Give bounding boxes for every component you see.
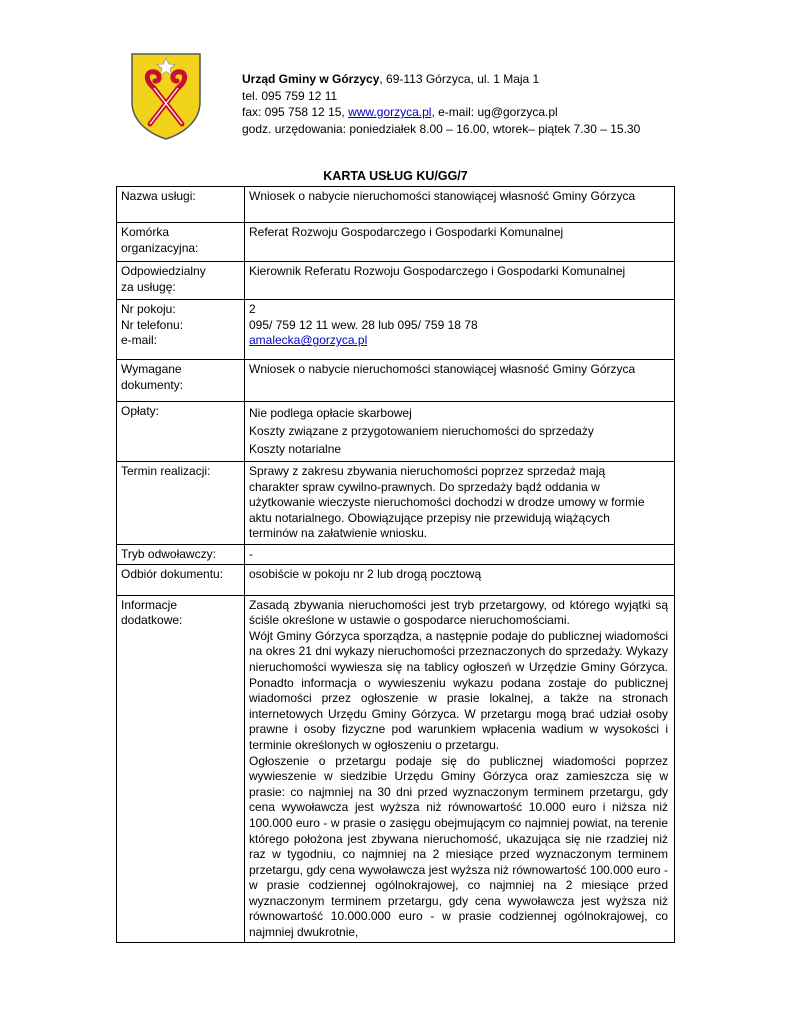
row-service-name [117,187,675,223]
label-responsible-line1: Odpowiedzialny [121,264,206,278]
label-documents [117,360,245,402]
label-pickup: Odbiór dokumentu: [117,564,245,595]
label-appeal: Tryb odwoławczy: [117,545,245,565]
office-header [242,71,640,137]
value-pickup: osobiście w pokoju nr 2 lub drogą pocztową [245,564,675,595]
row-responsible [117,262,675,300]
row-deadline [117,462,675,545]
label-deadline: Termin realizacji: [117,462,245,545]
label-fees: Opłaty: [117,402,245,462]
service-card-table [116,186,675,943]
label-email: e-mail: [121,333,158,348]
fee-line-2: Koszty związane z przygotowaniem nieruchomości do sprzedaży [249,424,594,438]
row-contact [117,300,675,360]
card-title: KARTA USŁUG KU/GG/7 [323,169,468,183]
label-unit-line2: organizacyjna: [121,240,199,255]
label-unit-line1: Komórka [121,225,170,239]
row-info [117,595,675,942]
value-room: 2 [249,302,256,316]
office-line [242,71,640,88]
value-deadline: Sprawy z zakresu zbywania nieruchomości poprzez sprzedaż mają charakter spraw cywilno-prawnych. Do sprzedaży bądź oddania w użytkowanie wieczyste nieruchomości dochodzi w drodze umowy w formie aktu notarialnego. Obowiązujące przepisy nie przewidują wiążących terminów na załatwienie wniosku. [245,462,675,545]
label-info-line2: dodatkowe: [121,613,183,628]
value-unit: Referat Rozwoju Gospodarczego i Gospodarki Komunalnej [245,223,675,262]
label-documents-line2: dokumenty: [121,377,184,392]
office-address: , 69-113 Górzyca, ul. 1 Maja 1 [379,72,540,86]
office-fax: fax: 095 758 12 15, [242,105,349,119]
label-service-name: Nazwa usługi: [117,187,245,223]
info-paragraph-3: Ogłoszenie o przetargu podaje się do publicznej wiadomości poprzez wywieszenie w siedzibie Urzędu Gminy Górzyca oraz zamieszcza się w prasie: co najmniej na 30 dni przed wyznaczonym terminem przetargu, gdy cena wywoławcza jest wyższa niż równowartość 10.000 euro i niższa niż 100.000 euro - w prasie o zasięgu obejmującym co najmniej powiat, na terenie którego położona jest zbywana nieruchomość, ukazująca się nie rzadziej niż raz w tygodniu, co najmniej na 2 miesiące przed wyznaczonym terminem przetargu, gdy cena wywoławcza jest wyższa niż równowartość 100.000 euro - w prasie codziennej ogólnokrajowej, co najmniej na 2 miesiące przed wyznaczonym terminem przetargu, gdy cena wywoławcza jest wyższa niż równowartość 10.000.000 euro - w prasie codziennej ogólnokrajowej, co najmniej dwukrotnie, [249,753,668,940]
info-paragraph-1: Zasadą zbywania nieruchomości jest tryb przetargowy, od którego wyjątki są ściśle określone w ustawie o gospodarce nieruchomościami. [249,597,668,628]
row-fees [117,402,675,462]
label-responsible [117,262,245,300]
value-documents: Wniosek o nabycie nieruchomości stanowiącej własność Gminy Górzyca [245,360,675,402]
value-contact [245,300,675,360]
value-appeal: - [245,545,675,565]
info-paragraph-2: Wójt Gminy Górzyca sporządza, a następnie podaje do publicznej wiadomości na okres 21 dni wykazy nieruchomości przeznaczonych do sprzedaży. Wykazy nieruchomości wywiesza się na tablicy ogłoszeń w Urzędzie Gminy Górzyca. Ponadto informacja o wywieszeniu wykazu podana zostaje do publicznej wiadomości przez ogłoszenie w prasie lokalnej, a także na stronach internetowych Urzędu Gminy Górzyca. W przetargu mogą brać udział osoby prawne i osoby fizyczne pod warunkiem wpłacenia wadium w wysokości i terminie określonych w ogłoszeniu o przetargu. [249,628,668,752]
value-info [245,595,675,942]
row-pickup [117,564,675,595]
label-documents-line1: Wymagane [121,362,182,376]
label-contact [117,300,245,360]
value-phone: 095/ 759 12 11 wew. 28 lub 095/ 759 18 78 [249,317,478,332]
municipal-crest-logo [130,52,202,140]
value-service-name: Wniosek o nabycie nieruchomości stanowiącej własność Gminy Górzyca [245,187,675,223]
label-phone: Nr telefonu: [121,317,184,332]
office-hours: godz. urzędowania: poniedziałek 8.00 – 16.00, wtorek– piątek 7.30 – 15.30 [242,121,641,136]
office-email: , e-mail: ug@gorzyca.pl [431,105,558,119]
value-responsible: Kierownik Referatu Rozwoju Gospodarczego i Gospodarki Komunalnej [245,262,675,300]
email-link[interactable]: amalecka@gorzyca.pl [249,333,368,348]
label-unit [117,223,245,262]
office-fax-line [242,104,640,121]
row-unit [117,223,675,262]
row-appeal [117,545,675,565]
fee-line-1: Nie podlega opłacie skarbowej [249,406,412,420]
label-room: Nr pokoju: [121,302,176,316]
office-phone: tel. 095 759 12 11 [242,88,338,103]
label-responsible-line2: za usługę: [121,279,176,294]
office-name: Urząd Gminy w Górzycy [242,72,380,86]
website-link[interactable]: www.gorzyca.pl [348,105,432,119]
row-documents [117,360,675,402]
label-info [117,595,245,942]
value-fees [245,402,675,462]
fee-line-3: Koszty notarialne [249,442,342,456]
label-info-line1: Informacje [121,597,178,612]
